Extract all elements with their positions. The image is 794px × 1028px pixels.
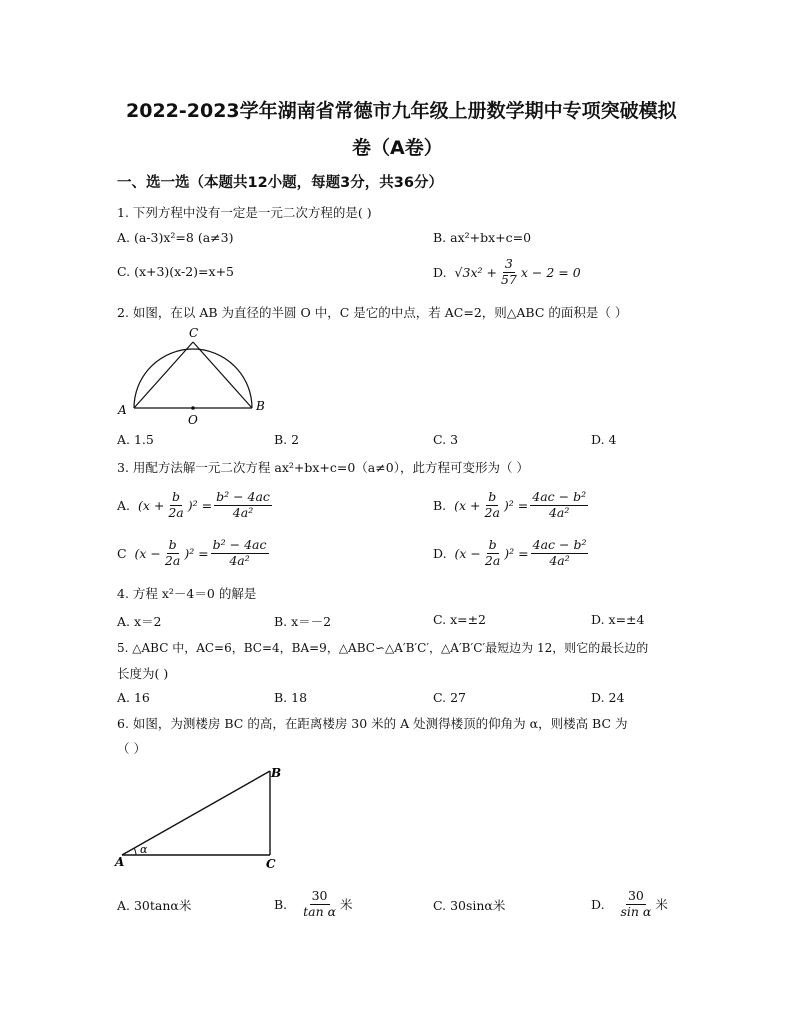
fraction-denominator: 57 bbox=[500, 271, 517, 287]
question-3-option-c bbox=[117, 532, 271, 574]
denominator: sin α bbox=[620, 903, 652, 919]
numerator: 30 bbox=[311, 888, 328, 904]
question-2-option-a: A. 1.5 bbox=[117, 432, 154, 447]
numerator: b bbox=[488, 537, 497, 553]
fraction-rhs bbox=[530, 490, 588, 520]
question-1-option-c: C. (x+3)(x-2)=x+5 bbox=[117, 264, 235, 279]
paren-open: (x − bbox=[454, 545, 481, 561]
label-a: A bbox=[115, 855, 125, 869]
paren-close: )² = bbox=[184, 545, 209, 561]
denominator: 2a bbox=[168, 504, 184, 520]
fraction-30-tan bbox=[301, 889, 338, 919]
option-label: D. bbox=[591, 896, 605, 912]
question-3-option-b bbox=[433, 484, 590, 526]
label-o: O bbox=[188, 413, 198, 427]
semicircle-figure bbox=[112, 322, 272, 428]
question-3-option-a bbox=[117, 484, 274, 526]
denominator: 2a bbox=[484, 552, 501, 568]
label-alpha: α bbox=[140, 843, 148, 856]
paren-close: )² = bbox=[503, 497, 529, 513]
numerator: b² − 4ac bbox=[212, 537, 267, 553]
question-6-stem-line1: 6. 如图，为测楼房 BC 的高，在距离楼房 30 米的 A 处测得楼顶的仰角为 α，则楼高 BC 为 bbox=[117, 716, 628, 731]
unit: 米 bbox=[655, 897, 668, 912]
label-c: C bbox=[266, 857, 276, 871]
option-label: A. bbox=[117, 497, 131, 513]
label-b: B bbox=[271, 766, 282, 780]
question-1-option-a: A. (a-3)x²=8 (a≠3) bbox=[117, 230, 234, 245]
denominator: 2a bbox=[164, 552, 181, 568]
numerator: b² − 4ac bbox=[216, 489, 270, 505]
question-6-option-c: C. 30sinα米 bbox=[433, 898, 506, 913]
question-4-option-b: B. x＝－2 bbox=[274, 614, 332, 629]
center-point-o bbox=[191, 406, 195, 410]
question-5-stem-line2: 长度为( ) bbox=[117, 666, 169, 681]
question-4-option-a: A. x＝2 bbox=[117, 614, 162, 629]
denominator: 4a² bbox=[548, 504, 570, 520]
section-heading: 一、选一选（本题共12小题，每题3分，共36分） bbox=[117, 175, 443, 191]
fraction-30-sin bbox=[618, 889, 653, 919]
paren-close: )² = bbox=[504, 545, 529, 561]
denominator: 2a bbox=[484, 504, 500, 520]
denominator: tan α bbox=[303, 903, 337, 919]
question-5-option-d: D. 24 bbox=[591, 690, 625, 705]
x-squared-term: x² + bbox=[470, 264, 497, 280]
option-label: D. bbox=[433, 545, 447, 561]
numerator: 4ac − b² bbox=[532, 537, 587, 553]
unit: 米 bbox=[340, 897, 353, 912]
equation-tail: x − 2 = 0 bbox=[520, 264, 581, 280]
fraction-numerator: 3 bbox=[504, 256, 513, 272]
question-1-option-b: B. ax²+bx+c=0 bbox=[433, 230, 532, 245]
label-c: C bbox=[189, 326, 199, 340]
option-label: C bbox=[117, 545, 127, 561]
numerator: 4ac − b² bbox=[532, 489, 587, 505]
question-4-option-d: D. x=±4 bbox=[591, 612, 645, 627]
fraction-b-2a bbox=[483, 490, 502, 520]
question-6-stem-line2: （ ） bbox=[117, 741, 146, 756]
question-5-option-c: C. 27 bbox=[433, 690, 466, 705]
fraction-rhs bbox=[214, 490, 272, 520]
option-d-label: D. bbox=[433, 264, 447, 280]
question-3-stem: 3. 用配方法解一元二次方程 ax²+bx+c=0（a≠0），此方程可变形为（ ） bbox=[117, 460, 529, 475]
question-2-option-c: C. 3 bbox=[433, 432, 459, 447]
option-label: B. bbox=[433, 497, 447, 513]
fraction-b-2a bbox=[166, 490, 185, 520]
question-2-option-b: B. 2 bbox=[274, 432, 300, 447]
label-a: A bbox=[118, 403, 127, 417]
page-title-line1: 2022-2023学年湖南省常德市九年级上册数学期中专项突破模拟 bbox=[126, 100, 677, 122]
option-label: B. bbox=[274, 896, 288, 912]
semicircle-arc bbox=[134, 349, 252, 408]
fraction-rhs bbox=[531, 538, 589, 568]
segment-bc bbox=[193, 342, 252, 408]
label-b: B bbox=[256, 399, 265, 413]
question-6-option-b bbox=[274, 884, 353, 924]
fraction-3-57 bbox=[499, 257, 519, 287]
numerator: b bbox=[168, 537, 177, 553]
question-3-option-d bbox=[433, 532, 590, 574]
question-4-stem: 4. 方程 x²－4＝0 的解是 bbox=[117, 586, 257, 601]
question-4-option-c: C. x=±2 bbox=[433, 612, 487, 627]
numerator: b bbox=[488, 489, 497, 505]
numerator: b bbox=[172, 489, 181, 505]
fraction-b-2a bbox=[483, 538, 502, 568]
question-2-option-d: D. 4 bbox=[591, 432, 617, 447]
question-6-option-d bbox=[591, 884, 668, 924]
segment-ac bbox=[134, 342, 193, 408]
denominator: 4a² bbox=[549, 552, 570, 568]
question-6-option-a: A. 30tanα米 bbox=[117, 898, 192, 913]
paren-open: (x + bbox=[454, 497, 481, 513]
paren-close: )² = bbox=[187, 497, 213, 513]
question-5-stem-line1: 5. △ABC 中，AC=6，BC=4，BA=9，△ABC∽△A′B′C′，△A′B′C′最短边为 12，则它的最长边的 bbox=[117, 641, 649, 655]
fraction-b-2a bbox=[163, 538, 182, 568]
paren-open: (x + bbox=[137, 497, 165, 513]
angle-arc bbox=[134, 848, 136, 855]
page-title-line2: 卷（A卷） bbox=[352, 137, 443, 159]
question-1-stem: 1. 下列方程中没有一定是一元二次方程的是( ) bbox=[117, 205, 372, 220]
question-2-stem: 2. 如图，在以 AB 为直径的半圆 O 中，C 是它的中点，若 AC=2，则△ABC 的面积是（ ） bbox=[117, 305, 628, 320]
paren-open: (x − bbox=[134, 545, 161, 561]
fraction-rhs bbox=[211, 538, 269, 568]
sqrt-three: √3 bbox=[454, 264, 471, 280]
numerator: 30 bbox=[627, 888, 644, 904]
question-5-option-a: A. 16 bbox=[117, 690, 150, 705]
right-triangle-figure bbox=[112, 762, 292, 872]
denominator: 4a² bbox=[232, 504, 254, 520]
question-1-option-d bbox=[433, 256, 581, 288]
question-5-option-b: B. 18 bbox=[274, 690, 308, 705]
denominator: 4a² bbox=[229, 552, 250, 568]
